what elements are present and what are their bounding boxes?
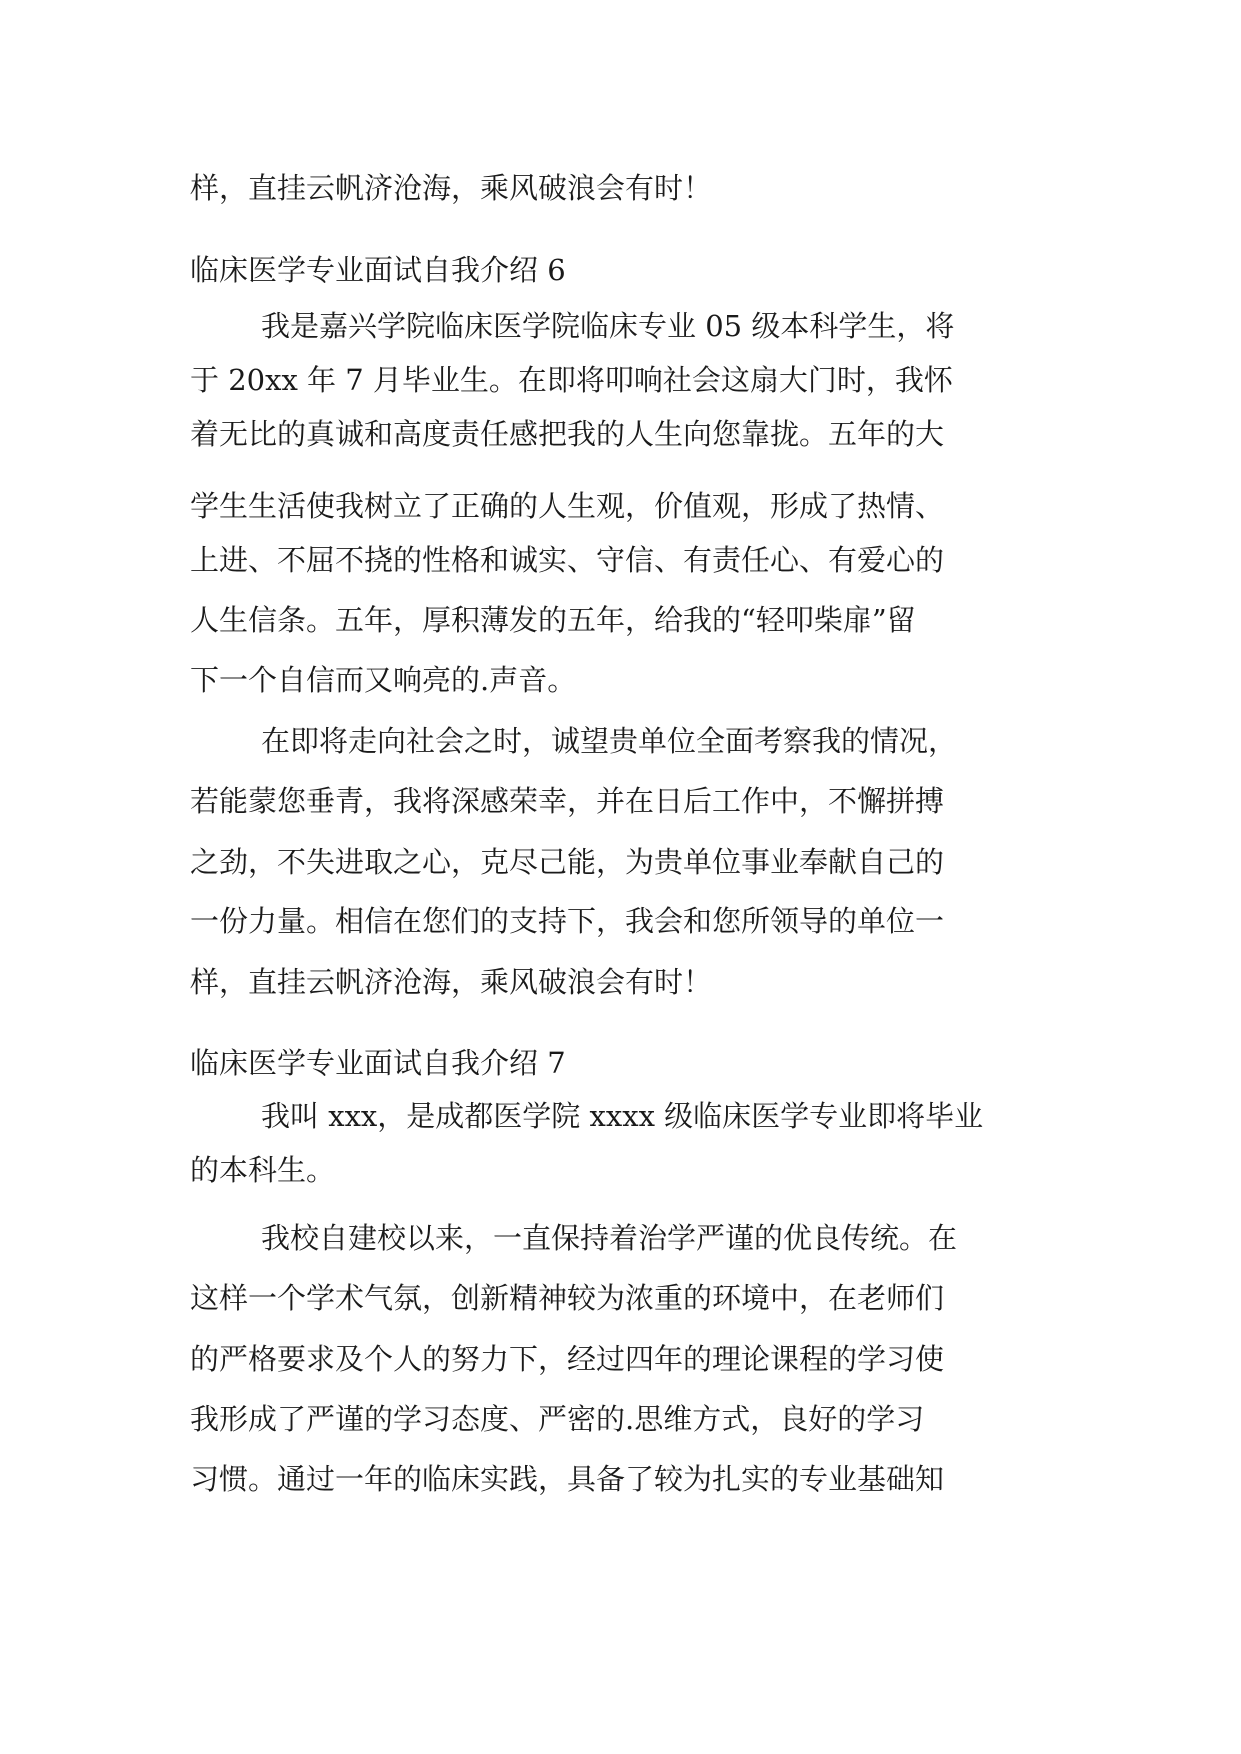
- paragraph-line: 在即将走向社会之时，诚望贵单位全面考察我的情况，: [261, 724, 958, 758]
- paragraph-line: 习惯。通过一年的临床实践，具备了较为扎实的专业基础知: [190, 1462, 945, 1496]
- paragraph-line: 我校自建校以来，一直保持着治学严谨的优良传统。在: [261, 1221, 958, 1255]
- paragraph-line: 若能蒙您垂青，我将深感荣幸，并在日后工作中，不懈拼搏: [190, 784, 945, 818]
- paragraph-line: 的本科生。: [190, 1153, 336, 1187]
- paragraph-line: 着无比的真诚和高度责任感把我的人生向您靠拢。五年的大: [190, 417, 945, 451]
- paragraph-line: 人生信条。五年，厚积薄发的五年，给我的“轻叩柴扉”留: [190, 603, 916, 637]
- paragraph-line: 样，直挂云帆济沧海，乘风破浪会有时！: [190, 171, 713, 205]
- section-heading: 临床医学专业面试自我介绍 7: [190, 1046, 566, 1080]
- section-heading: 临床医学专业面试自我介绍 6: [190, 253, 566, 287]
- paragraph-line: 下一个自信而又响亮的.声音。: [190, 663, 577, 697]
- paragraph-line: 样，直挂云帆济沧海，乘风破浪会有时！: [190, 965, 713, 999]
- paragraph-line: 学生生活使我树立了正确的人生观，价值观，形成了热情、: [190, 489, 945, 523]
- paragraph-line: 的严格要求及个人的努力下，经过四年的理论课程的学习使: [190, 1342, 945, 1376]
- paragraph-line: 我形成了严谨的学习态度、严密的.思维方式，良好的学习: [190, 1402, 925, 1436]
- paragraph-line: 上进、不屈不挠的性格和诚实、守信、有责任心、有爱心的: [190, 543, 945, 577]
- paragraph-line: 这样一个学术气氛，创新精神较为浓重的环境中，在老师们: [190, 1281, 945, 1315]
- paragraph-line: 一份力量。相信在您们的支持下，我会和您所领导的单位一: [190, 904, 945, 938]
- paragraph-line: 于 20xx 年 7 月毕业生。在即将叩响社会这扇大门时，我怀: [190, 363, 953, 397]
- paragraph-line: 我叫 xxx，是成都医学院 xxxx 级临床医学专业即将毕业: [261, 1099, 984, 1133]
- paragraph-line: 之劲，不失进取之心，克尽己能，为贵单位事业奉献自己的: [190, 845, 945, 879]
- paragraph-line: 我是嘉兴学院临床医学院临床专业 05 级本科学生，将: [261, 309, 955, 343]
